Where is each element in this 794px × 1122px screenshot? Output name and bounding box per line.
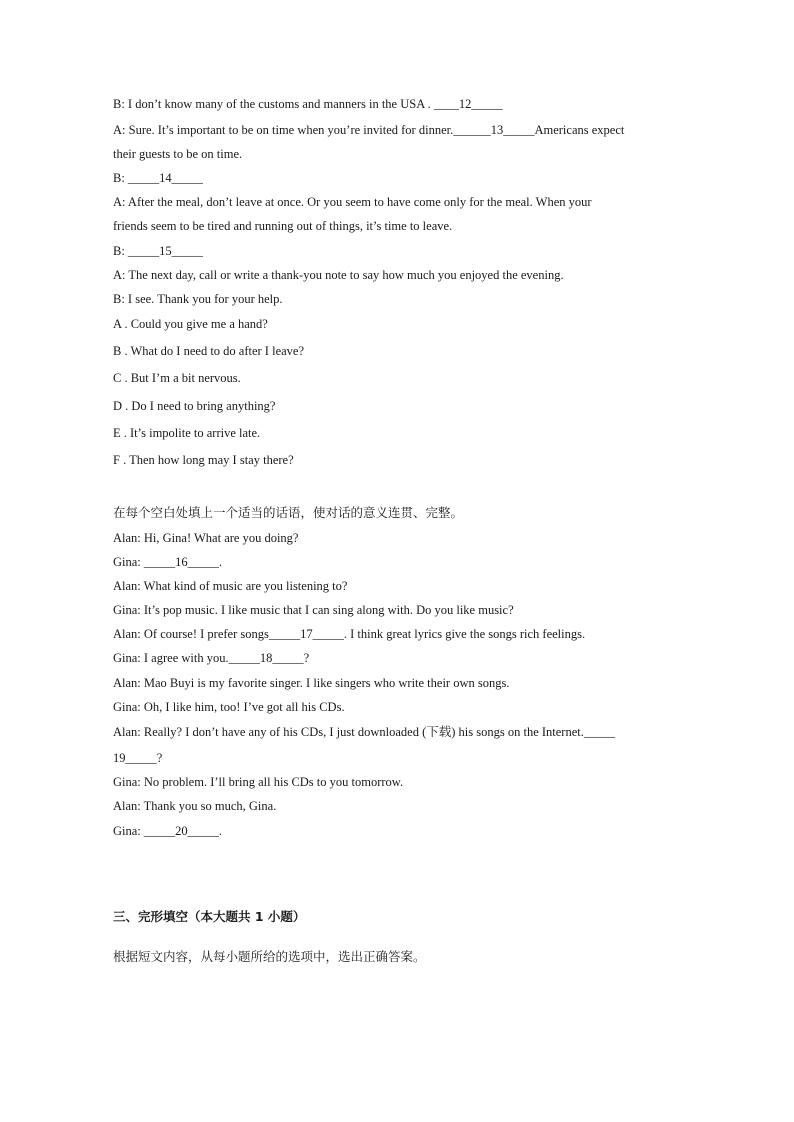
dialogue-line: Alan: Hi, Gina! What are you doing? — [113, 531, 299, 545]
dialogue-line: Alan: What kind of music are you listening to? — [113, 579, 348, 593]
dialogue-line: Gina: Oh, I like him, too! I’ve got all his CDs. — [113, 700, 345, 714]
option-a: A . Could you give me a hand? — [113, 317, 268, 331]
section3-instruction: 根据短文内容，从每小题所给的选项中，选出正确答案。 — [113, 949, 426, 964]
dialogue-line: B: I see. Thank you for your help. — [113, 292, 283, 306]
dialogue-line: Gina: _____20_____. — [113, 824, 223, 838]
dialogue-line: Gina: I agree with you._____18_____? — [113, 651, 310, 665]
dialogue-line: Alan: Mao Buyi is my favorite singer. I like singers who write their own songs. — [113, 676, 510, 690]
dialogue-line: B: _____14_____ — [113, 171, 203, 185]
dialogue-line: B: _____15_____ — [113, 244, 203, 258]
option-b: B . What do I need to do after I leave? — [113, 344, 305, 358]
dialogue-line: Alan: Really? I don’t have any of his CDs, I just downloaded (下载) his songs on the Internet._____ — [113, 725, 616, 739]
section3-heading: 三、完形填空（本大题共 1 小题） — [113, 909, 306, 924]
dialogue-line: Alan: Thank you so much, Gina. — [113, 799, 277, 813]
dialogue-line: Gina: No problem. I’ll bring all his CDs to you tomorrow. — [113, 775, 404, 789]
dialogue-line: B: I don’t know many of the customs and manners in the USA . ____12_____ — [113, 97, 503, 111]
dialogue-line: Alan: Of course! I prefer songs_____17_____. I think great lyrics give the songs rich feelings. — [113, 627, 586, 641]
dialogue-line: Gina: It’s pop music. I like music that I can sing along with. Do you like music? — [113, 603, 514, 617]
dialogue-line: Gina: _____16_____. — [113, 555, 223, 569]
dialogue-line: A: Sure. It’s important to be on time when you’re invited for dinner.______13_____Americans expect — [113, 123, 625, 137]
dialogue-line: A: The next day, call or write a thank-you note to say how much you enjoyed the evening. — [113, 268, 564, 282]
option-d: D . Do I need to bring anything? — [113, 399, 276, 413]
dialogue-line: A: After the meal, don’t leave at once. Or you seem to have come only for the meal. When your — [113, 195, 592, 209]
dialogue-line: their guests to be on time. — [113, 147, 243, 161]
option-f: F . Then how long may I stay there? — [113, 453, 294, 467]
option-c: C . But I’m a bit nervous. — [113, 371, 241, 385]
option-e: E . It’s impolite to arrive late. — [113, 426, 261, 440]
dialogue-line: 19_____? — [113, 751, 163, 765]
section2-instruction: 在每个空白处填上一个适当的话语，使对话的意义连贯、完整。 — [113, 505, 464, 520]
dialogue-line: friends seem to be tired and running out of things, it’s time to leave. — [113, 219, 453, 233]
